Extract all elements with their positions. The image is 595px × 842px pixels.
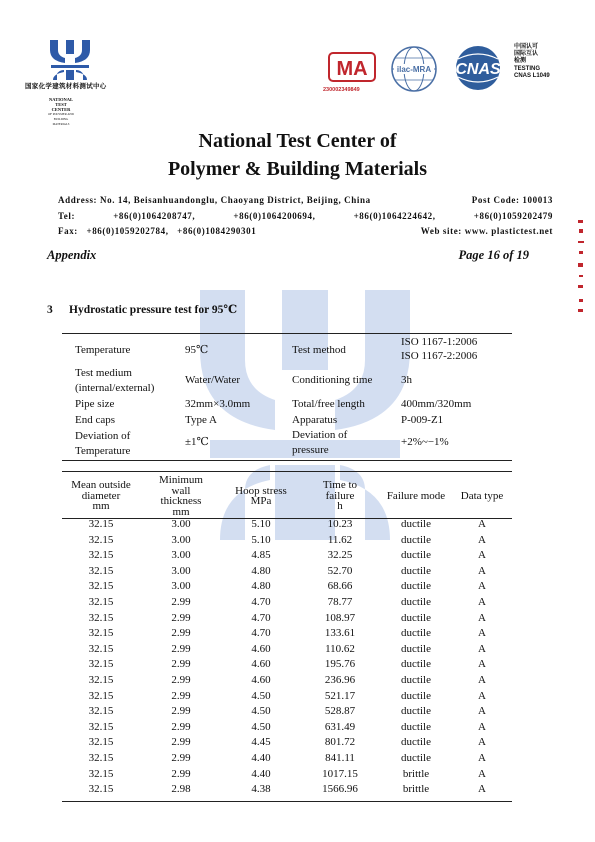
results-table — [62, 475, 512, 798]
table-row — [62, 767, 512, 783]
cell-hoop-stress: 4.70 — [251, 595, 271, 608]
cell-failure-mode: ductile — [401, 611, 431, 624]
pipe-size-value: 32mm×3.0mm — [185, 398, 251, 410]
table-row — [62, 704, 512, 720]
cell-failure-mode: ductile — [401, 595, 431, 608]
cell-hoop-stress: 4.80 — [251, 580, 271, 593]
cell-failure-mode: ductile — [401, 705, 431, 718]
cell-failure-mode: ductile — [401, 549, 431, 562]
cell-time-to-failure: 841.11 — [325, 751, 355, 764]
cell-failure-mode: ductile — [401, 518, 431, 530]
cell-data-type: A — [478, 720, 486, 733]
cell-data-type: A — [478, 705, 486, 718]
test-method-label: Test method — [292, 344, 346, 356]
cell-time-to-failure: 68.66 — [327, 580, 353, 593]
table-row — [62, 626, 512, 642]
table-row — [62, 735, 512, 751]
cell-failure-mode: ductile — [401, 580, 431, 593]
table-row — [62, 579, 512, 595]
center-logo-icon — [45, 40, 95, 80]
cell-time-to-failure: 195.76 — [324, 658, 356, 671]
cell-outside-diameter: 32.15 — [88, 549, 114, 562]
cell-outside-diameter: 32.15 — [88, 642, 114, 655]
cell-failure-mode: ductile — [401, 689, 431, 702]
cell-failure-mode: ductile — [401, 533, 431, 546]
cell-time-to-failure: 110.62 — [325, 642, 355, 655]
svg-text:MA: MA — [336, 58, 368, 80]
dev-temp-label-2: Temperature — [75, 445, 131, 457]
cell-hoop-stress: 4.80 — [251, 564, 271, 577]
post-code: Post Code: 100013 — [471, 195, 553, 205]
cell-outside-diameter: 32.15 — [88, 595, 114, 608]
table-row — [62, 782, 512, 798]
cell-wall-thickness: 2.99 — [171, 658, 191, 671]
fax-label: Fax: — [58, 226, 78, 236]
cell-time-to-failure: 1566.96 — [322, 783, 358, 796]
cell-data-type: A — [478, 658, 486, 671]
cell-outside-diameter: 32.15 — [88, 611, 114, 624]
table-row — [62, 673, 512, 689]
cell-failure-mode: ductile — [401, 627, 431, 640]
table-row — [62, 720, 512, 736]
cell-failure-mode: ductile — [401, 751, 431, 764]
center-name-cn: 国家化学建筑材料测试中心 — [25, 83, 107, 90]
cell-wall-thickness: 2.99 — [171, 611, 191, 624]
medium-label-1: Test medium — [75, 367, 132, 379]
dev-press-label-2: pressure — [292, 444, 329, 456]
cell-failure-mode: ductile — [401, 736, 431, 749]
cell-data-type: A — [478, 627, 486, 640]
cell-data-type: A — [478, 767, 486, 780]
cell-wall-thickness: 3.00 — [171, 518, 191, 530]
cell-hoop-stress: 4.50 — [251, 705, 271, 718]
cell-time-to-failure: 32.25 — [327, 549, 353, 562]
cell-wall-thickness: 2.99 — [171, 673, 191, 686]
cell-outside-diameter: 32.15 — [88, 658, 114, 671]
cnas-logo-icon — [448, 45, 508, 91]
cell-data-type: A — [478, 689, 486, 702]
cell-wall-thickness: 2.99 — [171, 642, 191, 655]
center-name-en: NATIONAL TEST CENTER OF POLYMER AND BUILDING MATERIALS — [48, 97, 74, 126]
svg-text:CNAS: CNAS — [455, 61, 501, 78]
table-row — [62, 595, 512, 611]
cell-time-to-failure: 11.62 — [327, 533, 353, 546]
cell-data-type: A — [478, 595, 486, 608]
ilac-mra-logo-icon — [390, 45, 438, 93]
contact-block: Address: No. 14, Beisanhuandonglu, Chaoyang District, Beijing, China Post Code: 100013 Tel: +86(0)1064208747, +86(0)1064200694, +86(0)1064224642, +86(0)1059202479 Fax: +86(0)1059202784, +86(0)1084290301 Web site: www. plastictest.net — [58, 193, 553, 240]
cell-outside-diameter: 32.15 — [88, 627, 114, 640]
cell-wall-thickness: 2.99 — [171, 689, 191, 702]
cell-wall-thickness: 2.99 — [171, 627, 191, 640]
dev-temp-value: ±1℃ — [185, 436, 209, 448]
dev-press-label-1: Deviation of — [292, 429, 348, 441]
apparatus-label: Apparatus — [292, 414, 338, 426]
cell-failure-mode: ductile — [401, 673, 431, 686]
col-header-time-to-failure: Time to failure h — [322, 479, 358, 513]
cell-wall-thickness: 3.00 — [171, 549, 191, 562]
cell-data-type: A — [478, 736, 486, 749]
col-header-wall-thickness: Minimum wall thickness mm — [158, 474, 203, 518]
medium-label-2: (internal/external) — [75, 382, 155, 394]
col-header-failure-mode: Failure mode — [386, 489, 446, 502]
cell-time-to-failure: 78.77 — [327, 595, 353, 608]
cell-hoop-stress: 4.85 — [251, 549, 271, 562]
cell-data-type: A — [478, 611, 486, 624]
cell-hoop-stress: 4.60 — [251, 673, 271, 686]
cell-hoop-stress: 4.50 — [251, 720, 271, 733]
cell-outside-diameter: 32.15 — [88, 767, 114, 780]
cell-time-to-failure: 52.70 — [327, 564, 353, 577]
cell-data-type: A — [478, 518, 486, 530]
test-method-value-2: ISO 1167-2:2006 — [401, 350, 478, 362]
cell-failure-mode: ductile — [401, 564, 431, 577]
cell-data-type: A — [478, 533, 486, 546]
table-row — [62, 517, 512, 533]
test-method-value-1: ISO 1167-1:2006 — [401, 336, 478, 348]
table-row — [62, 548, 512, 564]
website: Web site: www. plastictest.net — [420, 226, 553, 236]
temperature-value: 95℃ — [185, 344, 209, 356]
tel-label: Tel: — [58, 210, 76, 221]
cell-time-to-failure: 521.17 — [324, 689, 356, 702]
cell-hoop-stress: 4.60 — [251, 658, 271, 671]
cell-wall-thickness: 2.99 — [171, 736, 191, 749]
cell-hoop-stress: 4.70 — [251, 627, 271, 640]
cell-wall-thickness: 2.99 — [171, 595, 191, 608]
cell-time-to-failure: 10.23 — [327, 518, 353, 530]
cell-time-to-failure: 801.72 — [324, 736, 356, 749]
cell-outside-diameter: 32.15 — [88, 720, 114, 733]
dev-temp-label-1: Deviation of — [75, 430, 131, 442]
cell-failure-mode: ductile — [401, 642, 431, 655]
pipe-size-label: Pipe size — [75, 398, 115, 410]
cell-outside-diameter: 32.15 — [88, 705, 114, 718]
table-row — [62, 657, 512, 673]
cell-time-to-failure: 133.61 — [324, 627, 356, 640]
end-caps-label: End caps — [75, 414, 116, 426]
cell-outside-diameter: 32.15 — [88, 783, 114, 796]
cell-wall-thickness: 2.99 — [171, 720, 191, 733]
cell-outside-diameter: 32.15 — [88, 564, 114, 577]
cell-data-type: A — [478, 642, 486, 655]
cell-time-to-failure: 528.87 — [324, 705, 356, 718]
cell-wall-thickness: 3.00 — [171, 564, 191, 577]
table-top-rule — [62, 471, 512, 472]
cell-data-type: A — [478, 783, 486, 796]
cell-failure-mode: brittle — [402, 767, 430, 780]
table-row — [62, 564, 512, 580]
page-title: National Test Center of Polymer & Building Materials — [167, 130, 428, 180]
table-row — [62, 611, 512, 627]
cell-hoop-stress: 5.10 — [251, 533, 271, 546]
cell-outside-diameter: 32.15 — [88, 518, 114, 530]
temperature-label: Temperature — [75, 344, 131, 356]
cell-wall-thickness: 2.99 — [171, 751, 191, 764]
cell-data-type: A — [478, 673, 486, 686]
cell-hoop-stress: 4.60 — [251, 642, 271, 655]
cell-wall-thickness: 2.99 — [171, 767, 191, 780]
table-row — [62, 689, 512, 705]
cell-hoop-stress: 4.38 — [251, 783, 271, 796]
cell-data-type: A — [478, 564, 486, 577]
cell-failure-mode: brittle — [402, 783, 430, 796]
cell-outside-diameter: 32.15 — [88, 673, 114, 686]
cell-hoop-stress: 5.10 — [251, 518, 271, 530]
cell-outside-diameter: 32.15 — [88, 689, 114, 702]
appendix-label: Appendix — [47, 248, 97, 262]
cma-logo-icon — [328, 52, 376, 82]
conditioning-value: 3h — [401, 374, 412, 386]
cell-hoop-stress: 4.40 — [251, 751, 271, 764]
length-label: Total/free length — [292, 398, 365, 410]
apparatus-value: P-009-Z1 — [401, 414, 444, 426]
cell-data-type: A — [478, 751, 486, 764]
cell-hoop-stress: 4.40 — [251, 767, 271, 780]
cell-outside-diameter: 32.15 — [88, 580, 114, 593]
cell-hoop-stress: 4.45 — [251, 736, 271, 749]
cell-time-to-failure: 631.49 — [324, 720, 356, 733]
cell-failure-mode: ductile — [401, 720, 431, 733]
cell-wall-thickness: 2.99 — [171, 705, 191, 718]
table-row — [62, 533, 512, 549]
margin-stamp-marks — [575, 215, 587, 315]
table-header-row — [62, 475, 512, 517]
col-header-outside-diameter: Mean outside diameter mm — [71, 479, 131, 513]
col-header-hoop-stress: Hoop stress MPa — [235, 484, 287, 507]
cell-failure-mode: ductile — [401, 658, 431, 671]
cell-wall-thickness: 3.00 — [171, 533, 191, 546]
length-value: 400mm/320mm — [401, 398, 472, 410]
cell-wall-thickness: 3.00 — [171, 580, 191, 593]
cma-number: 230002349849 — [323, 87, 360, 93]
params-bottom-rule — [62, 460, 512, 461]
cell-hoop-stress: 4.70 — [251, 611, 271, 624]
address-text: Address: No. 14, Beisanhuandonglu, Chaoyang District, Beijing, China — [58, 195, 371, 205]
table-row — [62, 751, 512, 767]
end-caps-value: Type A — [185, 414, 217, 426]
cell-hoop-stress: 4.50 — [251, 689, 271, 702]
dev-press-value: +2%~−1% — [401, 436, 449, 448]
cell-outside-diameter: 32.15 — [88, 736, 114, 749]
cell-outside-diameter: 32.15 — [88, 533, 114, 546]
svg-text:ilac-MRA: ilac-MRA — [396, 65, 432, 74]
conditioning-label: Conditioning time — [292, 374, 373, 386]
section-heading: 3 Hydrostatic pressure test for 95℃ — [47, 304, 238, 316]
cell-data-type: A — [478, 549, 486, 562]
table-bottom-rule — [62, 801, 512, 802]
cell-wall-thickness: 2.98 — [171, 783, 191, 796]
cell-time-to-failure: 108.97 — [324, 611, 356, 624]
table-row — [62, 642, 512, 658]
page-number: Page 16 of 19 — [458, 248, 529, 262]
cell-data-type: A — [478, 580, 486, 593]
cell-outside-diameter: 32.15 — [88, 751, 114, 764]
cell-time-to-failure: 1017.15 — [322, 767, 358, 780]
medium-value: Water/Water — [185, 374, 241, 386]
params-top-rule — [62, 333, 512, 334]
cell-time-to-failure: 236.96 — [324, 673, 356, 686]
col-header-data-type: Data type — [460, 489, 504, 502]
cnas-cert-text: 中国认可 国际互认 检测 TESTING CNAS L1049 — [514, 44, 550, 79]
